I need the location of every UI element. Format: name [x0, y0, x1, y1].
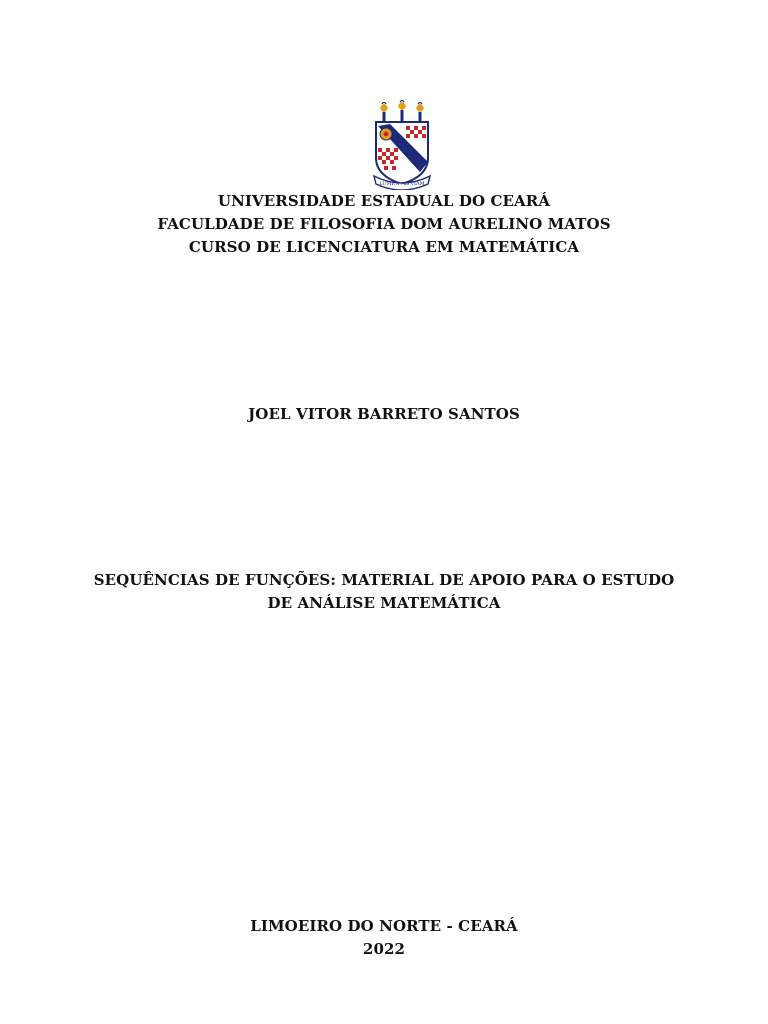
place-name: LIMOEIRO DO NORTE - CEARÁ [250, 917, 518, 935]
author-block [0, 403, 768, 426]
torches [380, 101, 424, 123]
author-name: JOEL VITOR BARRETO SANTOS [248, 405, 520, 423]
title-line-2: DE ANÁLISE MATEMÁTICA [267, 594, 501, 612]
institution-header [0, 190, 768, 259]
shield [376, 122, 428, 184]
crest-motto: LUMEN AD VIAM [379, 181, 425, 187]
course-name: CURSO DE LICENCIATURA EM MATEMÁTICA [188, 238, 580, 256]
footer-block [0, 915, 768, 961]
faculty-name: FACULDADE DE FILOSOFIA DOM AURELINO MATOS [157, 215, 611, 233]
university-crest-icon [370, 100, 434, 190]
work-title [0, 569, 768, 615]
title-line-1: SEQUÊNCIAS DE FUNÇÕES: MATERIAL DE APOIO PARA O ESTUDO [93, 571, 675, 589]
year: 2022 [362, 940, 406, 958]
university-name: UNIVERSIDADE ESTADUAL DO CEARÁ [217, 192, 551, 210]
